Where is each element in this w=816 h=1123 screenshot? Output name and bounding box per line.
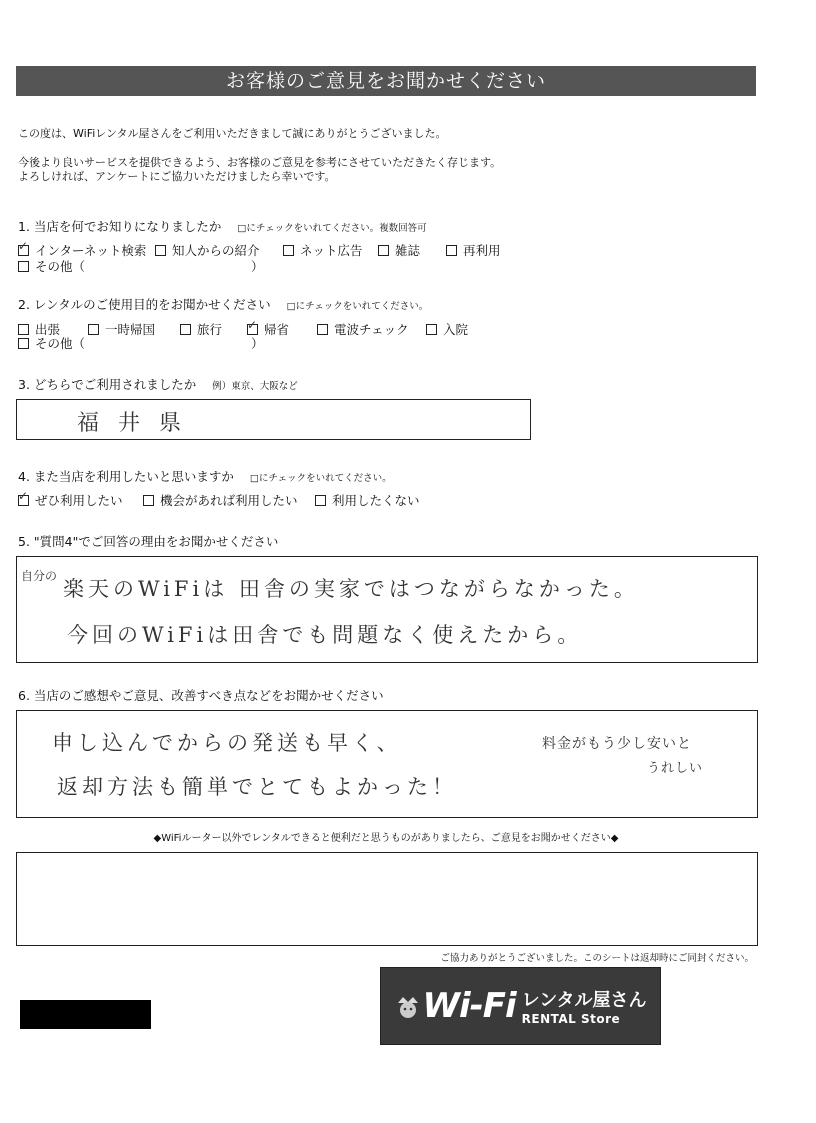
q6-answer-field[interactable]	[16, 710, 758, 818]
q4-title-text: 4. また当店を利用したいと思いますか	[18, 469, 234, 484]
q6-side-note-line-1: 料金がもう少し安いと	[542, 736, 692, 752]
checkbox-checked-icon[interactable]	[18, 245, 29, 256]
q2-option-label: 一時帰国	[105, 322, 156, 337]
brand-logo	[380, 967, 661, 1045]
q1-option-label: インターネット検索	[35, 243, 147, 258]
intro-line-1: この度は、WiFiレンタル屋さんをご利用いただきまして誠にありがとうございました。	[18, 127, 447, 140]
checkbox-checked-icon[interactable]	[18, 495, 29, 506]
intro-line-2: 今後より良いサービスを提供できるよう、お客様のご意見を参考にさせていただきたく存じます。	[18, 156, 502, 169]
q6-title: 6. 当店のご感想やご意見、改善すべき点などをお聞かせください	[18, 688, 384, 703]
q1-other-label: その他（	[35, 259, 86, 274]
q2-option-4[interactable]	[317, 320, 409, 338]
q2-option-label: 帰省	[264, 322, 290, 337]
q1-option-other[interactable]	[18, 257, 85, 275]
q6-side-note-line-2: うれしい	[647, 761, 704, 776]
q2-option-2[interactable]	[180, 320, 222, 338]
form-title: お客様のご意見をお聞かせください	[16, 66, 756, 96]
checkbox-icon[interactable]	[446, 245, 457, 256]
checkbox-icon[interactable]	[88, 324, 99, 335]
q5-answer-line-1: 楽天のWiFiは 田舎の実家ではつながらなかった。	[63, 577, 639, 601]
q2-other-close: ）	[251, 336, 264, 351]
q4-option-label: ぜひ利用したい	[35, 493, 123, 508]
footer-thanks: ご協力ありがとうございました。このシートは返却時にご同封ください。	[440, 953, 754, 964]
checkbox-icon[interactable]	[18, 261, 29, 272]
checkbox-icon[interactable]	[426, 324, 437, 335]
q7-answer-field[interactable]	[16, 852, 758, 946]
q6-answer-line-1: 申し込んでからの発送も早く、	[52, 731, 402, 755]
q2-title-text: 2. レンタルのご使用目的をお聞かせください	[18, 297, 271, 312]
q2-other-label: その他（	[35, 336, 86, 351]
q2-title	[18, 295, 428, 313]
logo-en-text: RENTAL Store	[521, 1012, 621, 1026]
q5-answer-field[interactable]	[16, 556, 758, 663]
q2-option-label: 出張	[35, 322, 61, 337]
q4-option-2[interactable]	[315, 491, 420, 509]
q2-note: □にチェックをいれてください。	[286, 301, 429, 312]
q1-title-text: 1. 当店を何でお知りになりましたか	[18, 219, 222, 234]
q1-title	[18, 217, 427, 235]
checkbox-icon[interactable]	[317, 324, 328, 335]
crown-mascot-icon	[395, 993, 421, 1019]
q4-option-label: 利用したくない	[332, 493, 420, 508]
checkbox-icon[interactable]	[378, 245, 389, 256]
q1-note: □にチェックをいれてください。複数回答可	[237, 223, 427, 234]
q2-option-label: 電波チェック	[334, 322, 409, 337]
checkbox-icon[interactable]	[18, 338, 29, 349]
q1-option-label: 再利用	[463, 243, 501, 258]
checkbox-icon[interactable]	[180, 324, 191, 335]
q1-option-4[interactable]	[446, 241, 501, 259]
q2-option-label: 入院	[443, 322, 469, 337]
q4-option-1[interactable]	[143, 491, 298, 509]
logo-ja-text: レンタル屋さん	[521, 990, 647, 1011]
q4-option-label: 機会があれば利用したい	[160, 493, 298, 508]
q1-option-label: 知人からの紹介	[172, 243, 260, 258]
q3-answer-field[interactable]	[16, 399, 531, 440]
redaction-block	[20, 1000, 151, 1029]
q6-answer-line-2: 返却方法も簡単でとてもよかった！	[57, 775, 457, 799]
q5-answer-prefix: 自分の	[21, 569, 58, 583]
checkbox-icon[interactable]	[155, 245, 166, 256]
q1-option-2[interactable]	[283, 241, 363, 259]
q7-title: ◆WiFiルーター以外でレンタルできると便利だと思うものがありましたら、ご意見をお聞かせください◆	[153, 833, 619, 844]
q3-title	[18, 375, 298, 393]
q3-answer-text: 福 井 県	[77, 411, 187, 436]
intro-line-3: よろしければ、アンケートにご協力いただけましたら幸いです。	[18, 170, 336, 183]
q1-option-1[interactable]	[155, 241, 260, 259]
q1-option-3[interactable]	[378, 241, 420, 259]
checkbox-icon[interactable]	[143, 495, 154, 506]
q5-title: 5. "質問4"でご回答の理由をお聞かせください	[18, 534, 279, 549]
checkbox-icon[interactable]	[315, 495, 326, 506]
q1-option-label: ネット広告	[300, 243, 363, 258]
q5-answer-line-2: 今回のWiFiは田舎でも問題なく使えたから。	[67, 623, 583, 647]
q4-option-0[interactable]	[18, 491, 123, 509]
q3-title-text: 3. どちらでご利用されましたか	[18, 377, 197, 392]
q2-option-label: 旅行	[197, 322, 223, 337]
q3-example: 例）東京、大阪など	[212, 381, 298, 392]
q2-option-5[interactable]	[426, 320, 468, 338]
q1-option-label: 雑誌	[395, 243, 421, 258]
q4-note: □にチェックをいれてください。	[249, 473, 392, 484]
logo-right	[522, 986, 647, 1026]
q2-option-other[interactable]	[18, 334, 85, 352]
logo-wifi-text: Wi-Fi	[422, 986, 516, 1026]
q4-title	[18, 467, 392, 485]
q2-option-1[interactable]	[88, 320, 155, 338]
q1-other-close: ）	[251, 259, 264, 274]
checkbox-icon[interactable]	[283, 245, 294, 256]
